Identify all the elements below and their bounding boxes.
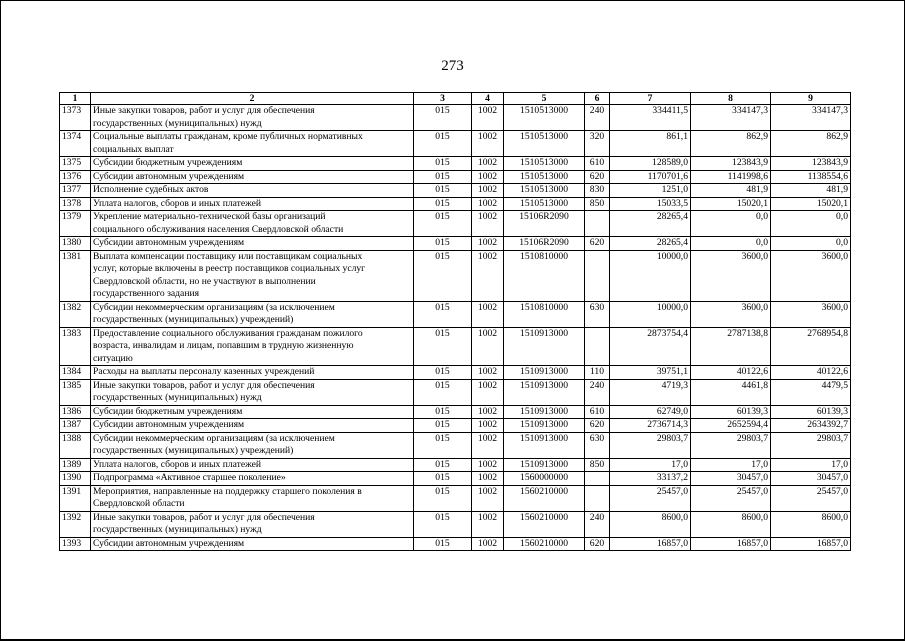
target-item-code-cell: 1560210000 <box>504 485 585 511</box>
table-row <box>60 472 851 486</box>
item-name-cell <box>91 379 414 405</box>
expense-type-cell: 630 <box>585 301 610 327</box>
item-name-cell <box>91 237 414 251</box>
table-row <box>60 237 851 251</box>
amount-cell-col8: 3600,0 <box>691 301 771 327</box>
item-name-cell <box>91 432 414 458</box>
amount-cell-col7: 2736714,3 <box>610 419 691 433</box>
item-name-cell <box>91 405 414 419</box>
row-number-cell: 1391 <box>60 485 91 511</box>
item-name-line: Субсидии автономным учреждениям <box>93 419 245 430</box>
department-code-cell: 015 <box>414 419 472 433</box>
amount-cell-col7: 62749,0 <box>610 405 691 419</box>
department-code-cell: 015 <box>414 472 472 486</box>
section-code-cell: 1002 <box>472 170 504 184</box>
department-code-cell: 015 <box>414 537 472 551</box>
expense-type-cell: 240 <box>585 511 610 537</box>
row-number-cell: 1374 <box>60 131 91 157</box>
department-code-cell: 015 <box>414 485 472 511</box>
department-code-cell: 015 <box>414 301 472 327</box>
department-code-cell: 015 <box>414 432 472 458</box>
target-item-code-cell: 1510913000 <box>504 458 585 472</box>
column-header: 6 <box>585 93 610 105</box>
item-name-cell <box>91 511 414 537</box>
item-name-line: Субсидии бюджетным учреждениям <box>93 405 243 417</box>
expense-type-cell <box>585 485 610 511</box>
table-row <box>60 432 851 458</box>
amount-cell-col9: 1138554,6 <box>771 170 851 184</box>
column-header: 7 <box>610 93 691 105</box>
section-code-cell: 1002 <box>472 472 504 486</box>
target-item-code-cell: 1510913000 <box>504 405 585 419</box>
column-header: 8 <box>691 93 771 105</box>
table-row <box>60 537 851 551</box>
item-name-cell <box>91 537 414 551</box>
section-code-cell: 1002 <box>472 197 504 211</box>
item-name-line: социальных выплат <box>93 143 174 155</box>
row-number-cell: 1382 <box>60 301 91 327</box>
department-code-cell: 015 <box>414 170 472 184</box>
amount-cell-col9: 0,0 <box>771 211 851 237</box>
amount-cell-col9: 3600,0 <box>771 301 851 327</box>
section-code-cell: 1002 <box>472 537 504 551</box>
item-name-line: возраста, инвалидам и лицам, попавшим в трудную жизненную <box>93 340 354 351</box>
item-name-line: Свердловской области <box>93 498 185 509</box>
amount-cell-col7: 16857,0 <box>610 537 691 551</box>
amount-cell-col9: 8600,0 <box>771 511 851 537</box>
item-name-cell <box>91 366 414 380</box>
table-row <box>60 327 851 366</box>
expense-type-cell: 110 <box>585 366 610 380</box>
expense-type-cell: 610 <box>585 405 610 419</box>
target-item-code-cell: 1510513000 <box>504 184 585 198</box>
department-code-cell: 015 <box>414 379 472 405</box>
department-code-cell: 015 <box>414 511 472 537</box>
expense-type-cell: 620 <box>585 537 610 551</box>
target-item-code-cell: 1560000000 <box>504 472 585 486</box>
section-code-cell: 1002 <box>472 184 504 198</box>
department-code-cell: 015 <box>414 237 472 251</box>
amount-cell-col7: 33137,2 <box>610 472 691 486</box>
row-number-cell: 1386 <box>60 405 91 419</box>
amount-cell-col8: 1141998,6 <box>691 170 771 184</box>
department-code-cell: 015 <box>414 157 472 171</box>
item-name-line: Расходы на выплаты персоналу казенных учреждений <box>93 366 315 377</box>
amount-cell-col9: 2634392,7 <box>771 419 851 433</box>
department-code-cell: 015 <box>414 458 472 472</box>
target-item-code-cell: 1510913000 <box>504 327 585 366</box>
target-item-code-cell: 1510913000 <box>504 419 585 433</box>
row-number-cell: 1379 <box>60 211 91 237</box>
target-item-code-cell: 1510913000 <box>504 366 585 380</box>
table-row <box>60 379 851 405</box>
expense-type-cell: 830 <box>585 184 610 198</box>
department-code-cell: 015 <box>414 211 472 237</box>
item-name-line: Субсидии автономным учреждениям <box>93 237 245 248</box>
table-row <box>60 105 851 131</box>
amount-cell-col8: 123843,9 <box>691 157 771 171</box>
item-name-cell <box>91 157 414 171</box>
target-item-code-cell: 1510810000 <box>504 301 585 327</box>
amount-cell-col8: 2787138,8 <box>691 327 771 366</box>
amount-cell-col8: 334147,3 <box>691 105 771 131</box>
item-name-line: Укрепление материально-технической базы организаций <box>93 211 326 222</box>
amount-cell-col8: 3600,0 <box>691 250 771 301</box>
section-code-cell: 1002 <box>472 250 504 301</box>
target-item-code-cell: 1510913000 <box>504 379 585 405</box>
row-number-cell: 1380 <box>60 237 91 251</box>
row-number-cell: 1383 <box>60 327 91 366</box>
section-code-cell: 1002 <box>472 379 504 405</box>
amount-cell-col8: 8600,0 <box>691 511 771 537</box>
table-header-row <box>60 93 851 105</box>
amount-cell-col7: 25457,0 <box>610 485 691 511</box>
department-code-cell: 015 <box>414 105 472 131</box>
amount-cell-col7: 861,1 <box>610 131 691 157</box>
row-number-cell: 1381 <box>60 250 91 301</box>
item-name-line: Субсидии бюджетным учреждениям <box>93 157 243 168</box>
amount-cell-col9: 16857,0 <box>771 537 851 551</box>
expense-type-cell: 240 <box>585 379 610 405</box>
department-code-cell: 015 <box>414 250 472 301</box>
department-code-cell: 015 <box>414 184 472 198</box>
amount-cell-col7: 39751,1 <box>610 366 691 380</box>
target-item-code-cell: 1510913000 <box>504 432 585 458</box>
amount-cell-col8: 17,0 <box>691 458 771 472</box>
amount-cell-col8: 16857,0 <box>691 537 771 551</box>
item-name-line: государственных (муниципальных) нужд <box>93 392 262 403</box>
amount-cell-col8: 4461,8 <box>691 379 771 405</box>
column-header: 3 <box>414 93 472 105</box>
row-number-cell: 1376 <box>60 170 91 184</box>
section-code-cell: 1002 <box>472 211 504 237</box>
item-name-cell <box>91 105 414 131</box>
section-code-cell: 1002 <box>472 432 504 458</box>
amount-cell-col7: 2873754,4 <box>610 327 691 366</box>
amount-cell-col7: 17,0 <box>610 458 691 472</box>
item-name-cell <box>91 301 414 327</box>
amount-cell-col7: 334411,5 <box>610 105 691 131</box>
amount-cell-col9: 0,0 <box>771 237 851 251</box>
amount-cell-col9: 15020,1 <box>771 197 851 211</box>
expense-type-cell: 850 <box>585 197 610 211</box>
item-name-cell <box>91 458 414 472</box>
column-header: 2 <box>91 93 414 105</box>
page-number: 273 <box>441 58 464 74</box>
expense-type-cell: 850 <box>585 458 610 472</box>
target-item-code-cell: 1510513000 <box>504 197 585 211</box>
table-row <box>60 197 851 211</box>
column-header: 9 <box>771 93 851 105</box>
expense-type-cell <box>585 472 610 486</box>
item-name-cell <box>91 485 414 511</box>
amount-cell-col9: 123843,9 <box>771 157 851 171</box>
column-header: 1 <box>60 93 91 105</box>
expense-type-cell: 620 <box>585 419 610 433</box>
target-item-code-cell: 15106R2090 <box>504 237 585 251</box>
item-name-line: Подпрограмма «Активное старшее поколение» <box>93 472 286 483</box>
section-code-cell: 1002 <box>472 511 504 537</box>
row-number-cell: 1389 <box>60 458 91 472</box>
amount-cell-col9: 3600,0 <box>771 250 851 301</box>
table-row <box>60 131 851 157</box>
amount-cell-col7: 28265,4 <box>610 237 691 251</box>
section-code-cell: 1002 <box>472 105 504 131</box>
target-item-code-cell: 1510810000 <box>504 250 585 301</box>
target-item-code-cell: 1560210000 <box>504 537 585 551</box>
item-name-line: государственных (муниципальных) учреждений) <box>93 445 294 456</box>
amount-cell-col8: 25457,0 <box>691 485 771 511</box>
amount-cell-col9: 30457,0 <box>771 472 851 486</box>
amount-cell-col9: 40122,6 <box>771 366 851 380</box>
table-row <box>60 485 851 511</box>
amount-cell-col9: 481,9 <box>771 184 851 198</box>
table-row <box>60 301 851 327</box>
row-number-cell: 1390 <box>60 472 91 486</box>
amount-cell-col7: 4719,3 <box>610 379 691 405</box>
section-code-cell: 1002 <box>472 301 504 327</box>
item-name-line: Субсидии автономным учреждениям <box>93 537 245 549</box>
expense-type-cell <box>585 250 610 301</box>
item-name-line: государственных (муниципальных) нужд <box>93 524 262 535</box>
table-row <box>60 170 851 184</box>
row-number-cell: 1393 <box>60 537 91 551</box>
item-name-line: Социальные выплаты гражданам, кроме публичных нормативных <box>93 131 363 142</box>
item-name-line: Уплата налогов, сборов и иных платежей <box>93 197 262 209</box>
expense-type-cell: 240 <box>585 105 610 131</box>
department-code-cell: 015 <box>414 131 472 157</box>
amount-cell-col9: 25457,0 <box>771 485 851 511</box>
amount-cell-col8: 40122,6 <box>691 366 771 380</box>
expense-type-cell: 610 <box>585 157 610 171</box>
column-header: 4 <box>472 93 504 105</box>
amount-cell-col8: 0,0 <box>691 237 771 251</box>
item-name-line: Выплата компенсации поставщику или поставщикам социальных <box>93 250 363 262</box>
item-name-line: Мероприятия, направленные на поддержку старшего поколения в <box>93 485 362 497</box>
table-row <box>60 366 851 380</box>
expense-type-cell: 620 <box>585 237 610 251</box>
item-name-line: ситуацию <box>93 352 133 364</box>
item-name-cell <box>91 170 414 184</box>
item-name-line: Свердловской области, но не участвуют в выполнении <box>93 275 316 287</box>
amount-cell-col9: 29803,7 <box>771 432 851 458</box>
item-name-cell <box>91 250 414 301</box>
item-name-line: Субсидии некоммерческим организациям (за исключением <box>93 301 335 313</box>
target-item-code-cell: 1510513000 <box>504 170 585 184</box>
row-number-cell: 1384 <box>60 366 91 380</box>
row-number-cell: 1375 <box>60 157 91 171</box>
item-name-line: социального обслуживания населения Свердловской области <box>93 223 344 235</box>
expense-type-cell: 320 <box>585 131 610 157</box>
department-code-cell: 015 <box>414 197 472 211</box>
item-name-cell <box>91 197 414 211</box>
target-item-code-cell: 1560210000 <box>504 511 585 537</box>
row-number-cell: 1378 <box>60 197 91 211</box>
target-item-code-cell: 1510513000 <box>504 105 585 131</box>
item-name-line: Уплата налогов, сборов и иных платежей <box>93 458 262 470</box>
row-number-cell: 1392 <box>60 511 91 537</box>
item-name-line: Иные закупки товаров, работ и услуг для обеспечения <box>93 105 315 116</box>
row-number-cell: 1377 <box>60 184 91 198</box>
amount-cell-col8: 0,0 <box>691 211 771 237</box>
expense-type-cell <box>585 211 610 237</box>
row-number-cell: 1385 <box>60 379 91 405</box>
table-row <box>60 405 851 419</box>
item-name-line: Субсидии некоммерческим организациям (за исключением <box>93 432 335 444</box>
table-row <box>60 211 851 237</box>
item-name-line: государственных (муниципальных) учреждений) <box>93 314 294 325</box>
table-row <box>60 157 851 171</box>
item-name-line: государственных (муниципальных) нужд <box>93 117 262 129</box>
table-row <box>60 250 851 301</box>
section-code-cell: 1002 <box>472 485 504 511</box>
amount-cell-col8: 15020,1 <box>691 197 771 211</box>
table-row <box>60 419 851 433</box>
item-name-line: Исполнение судебных актов <box>93 184 209 195</box>
column-header: 5 <box>504 93 585 105</box>
item-name-cell <box>91 472 414 486</box>
table-row <box>60 511 851 537</box>
amount-cell-col7: 1170701,6 <box>610 170 691 184</box>
amount-cell-col9: 862,9 <box>771 131 851 157</box>
amount-cell-col8: 2652594,4 <box>691 419 771 433</box>
section-code-cell: 1002 <box>472 458 504 472</box>
amount-cell-col9: 60139,3 <box>771 405 851 419</box>
row-number-cell: 1373 <box>60 105 91 131</box>
amount-cell-col9: 2768954,8 <box>771 327 851 366</box>
amount-cell-col7: 10000,0 <box>610 301 691 327</box>
amount-cell-col7: 15033,5 <box>610 197 691 211</box>
amount-cell-col8: 30457,0 <box>691 472 771 486</box>
item-name-cell <box>91 184 414 198</box>
section-code-cell: 1002 <box>472 131 504 157</box>
section-code-cell: 1002 <box>472 405 504 419</box>
amount-cell-col8: 862,9 <box>691 131 771 157</box>
section-code-cell: 1002 <box>472 327 504 366</box>
item-name-line: Иные закупки товаров, работ и услуг для обеспечения <box>93 379 315 391</box>
expense-type-cell <box>585 327 610 366</box>
table-row <box>60 458 851 472</box>
item-name-line: государственного задания <box>93 288 199 299</box>
amount-cell-col8: 60139,3 <box>691 405 771 419</box>
department-code-cell: 015 <box>414 405 472 419</box>
target-item-code-cell: 1510513000 <box>504 157 585 171</box>
expense-type-cell: 630 <box>585 432 610 458</box>
amount-cell-col9: 334147,3 <box>771 105 851 131</box>
section-code-cell: 1002 <box>472 366 504 380</box>
item-name-line: Предоставление социального обслуживания гражданам пожилого <box>93 327 363 339</box>
department-code-cell: 015 <box>414 327 472 366</box>
section-code-cell: 1002 <box>472 419 504 433</box>
department-code-cell: 015 <box>414 366 472 380</box>
item-name-line: услуг, которые включены в реестр поставщиков социальных услуг <box>93 263 366 274</box>
amount-cell-col8: 481,9 <box>691 184 771 198</box>
amount-cell-col7: 128589,0 <box>610 157 691 171</box>
amount-cell-col7: 29803,7 <box>610 432 691 458</box>
amount-cell-col8: 29803,7 <box>691 432 771 458</box>
table-body <box>60 105 851 551</box>
budget-table <box>59 92 851 551</box>
amount-cell-col9: 17,0 <box>771 458 851 472</box>
item-name-cell <box>91 419 414 433</box>
amount-cell-col7: 1251,0 <box>610 184 691 198</box>
item-name-cell <box>91 211 414 237</box>
item-name-cell <box>91 131 414 157</box>
target-item-code-cell: 1510513000 <box>504 131 585 157</box>
section-code-cell: 1002 <box>472 237 504 251</box>
expense-type-cell: 620 <box>585 170 610 184</box>
table-row <box>60 184 851 198</box>
amount-cell-col7: 28265,4 <box>610 211 691 237</box>
section-code-cell: 1002 <box>472 157 504 171</box>
amount-cell-col9: 4479,5 <box>771 379 851 405</box>
row-number-cell: 1388 <box>60 432 91 458</box>
item-name-cell <box>91 327 414 366</box>
target-item-code-cell: 15106R2090 <box>504 211 585 237</box>
item-name-line: Иные закупки товаров, работ и услуг для обеспечения <box>93 511 315 523</box>
item-name-line: Субсидии автономным учреждениям <box>93 170 245 182</box>
amount-cell-col7: 8600,0 <box>610 511 691 537</box>
amount-cell-col7: 10000,0 <box>610 250 691 301</box>
row-number-cell: 1387 <box>60 419 91 433</box>
